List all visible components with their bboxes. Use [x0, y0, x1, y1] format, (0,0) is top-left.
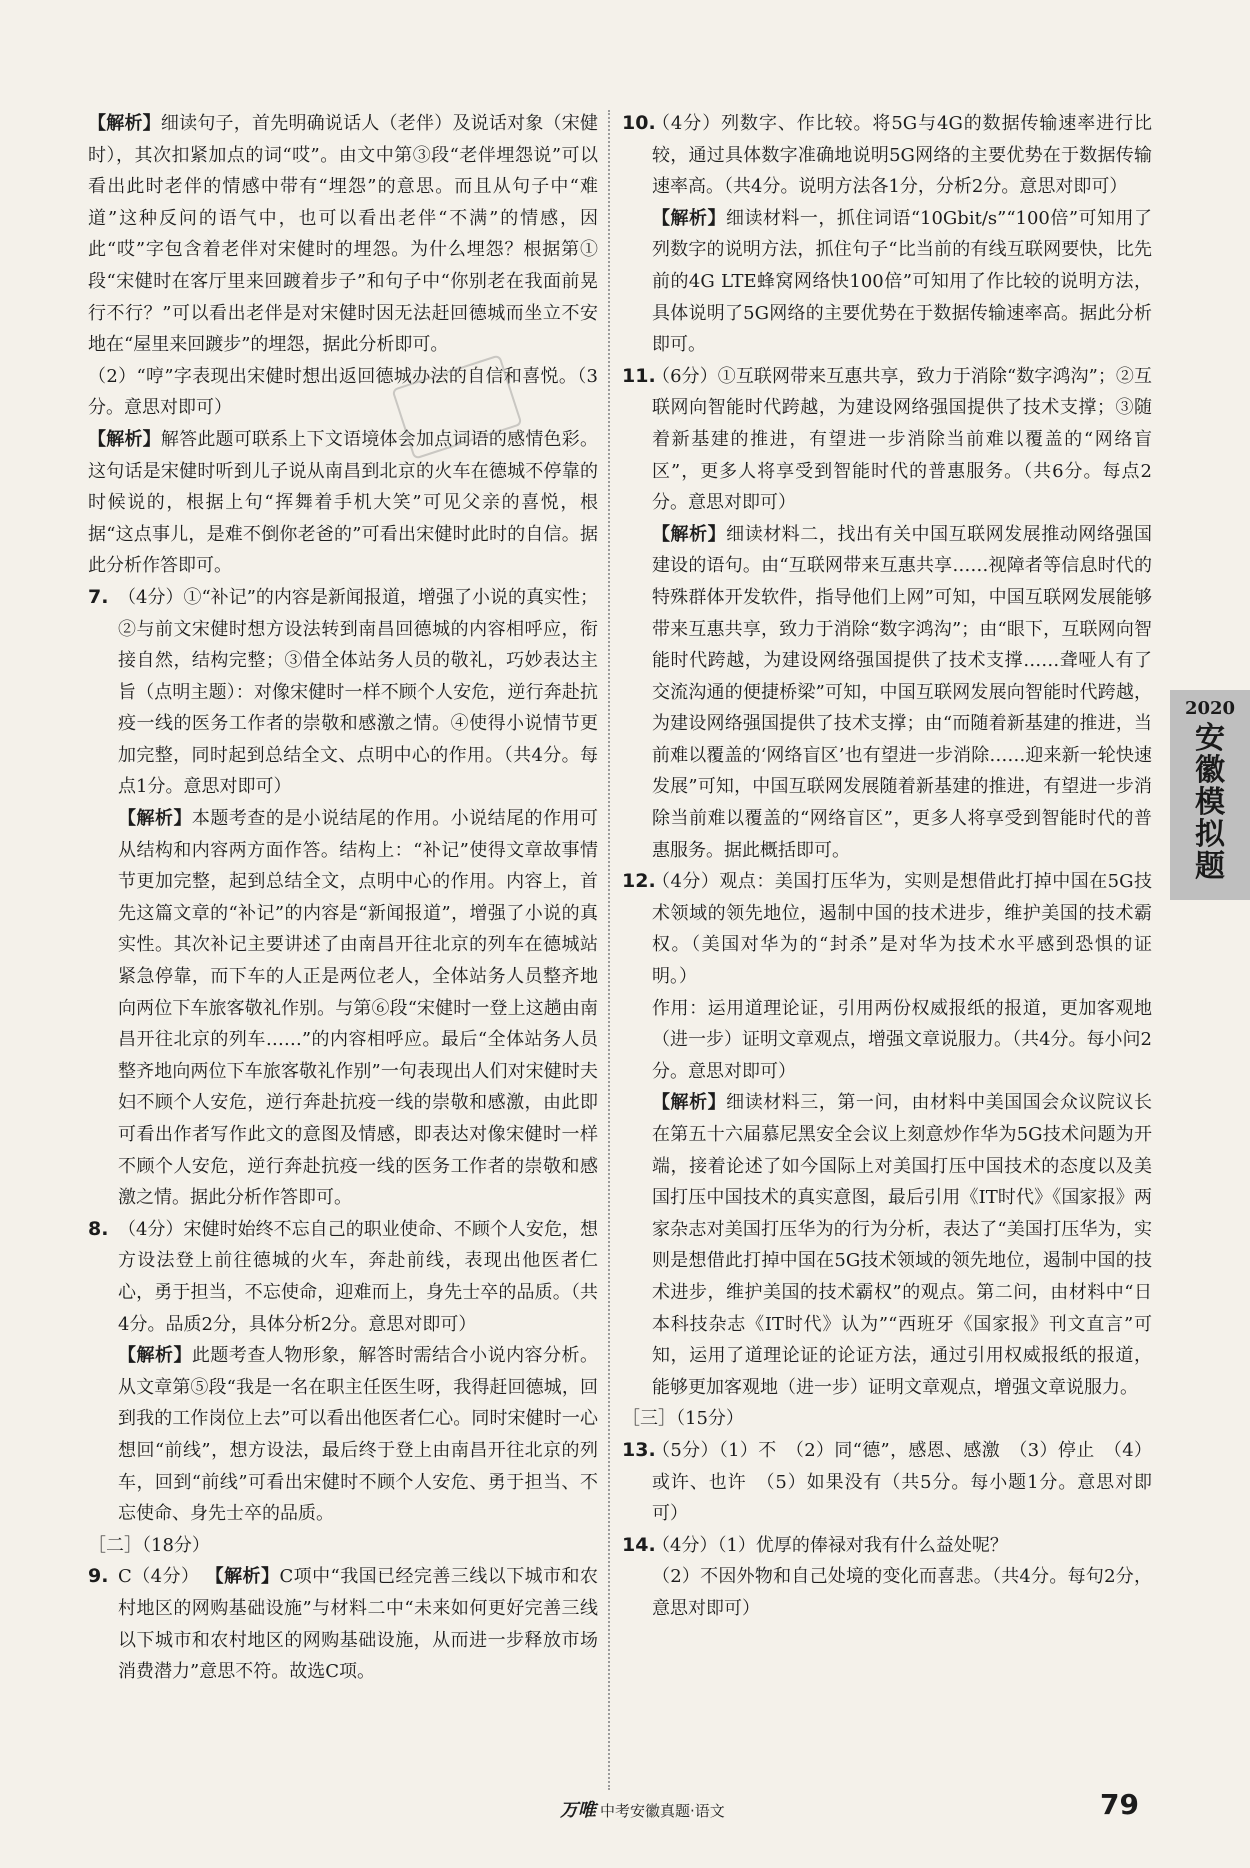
- answer-text: C（4分）: [118, 1566, 200, 1588]
- analysis-text: 细读材料二，找出有关中国互联网发展推动网络强国建设的语句。由“互联网带来互惠共享……视障者等信息时代的特殊群体开发软件，指导他们上网”可知，中国互联网发展能够带来互惠共享，致力于消除“数字鸿沟”；由“眼下，互联网向智能时代跨越，为建设网络强国提供了技术支撑……聋哑人有了交流沟通的便捷桥梁”可知，中国互联网发展向智能时代跨越，为建设网络强国提供了技术支撑；由“而随着新基建的推进，当前难以覆盖的‘网络盲区’也有望进一步消除……迎来新一轮快速发展”可知，中国互联网发展随着新基建的推进，有望进一步消除当前难以覆盖的“网络盲区”，更多人将享受到智能时代的普惠服务。据此概括即可。: [652, 523, 1152, 861]
- column-divider: [608, 110, 610, 1790]
- analysis-text: C项中“我国已经完善三线以下城市和农村地区的网购基础设施”与材料二中“未来如何更好完善三线以下城市和农村地区的网购基础设施，从而进一步释放市场消费潜力”意思不符。故选C项。: [118, 1566, 598, 1683]
- analysis-text: 解答此题可联系上下文语境体会加点词语的感情色彩。这句话是宋健时听到儿子说从南昌到北京的火车在德城不停靠的时候说的，根据上句“挥舞着手机大笑”可见父亲的喜悦，根据“这点事儿，是难不倒你老爸的”可看出宋健时此时的自信。据此分析作答即可。: [88, 428, 598, 577]
- analysis-text: 细读材料一，抓住词语“10Gbit/s”“100倍”可知用了列数字的说明方法，抓住句子“比当前的有线互联网要快，比先前的4G LTE蜂窝网络快100倍”可知用了作比较的说明方法，具体说明了5G网络的主要优势在于数据传输速率高。据此分析即可。: [652, 207, 1153, 356]
- analysis-tag: 【解析】: [118, 1345, 192, 1367]
- analysis-tag: 【解析】: [88, 113, 161, 134]
- question-9: [88, 1561, 598, 1687]
- q6-analysis-2: [88, 424, 598, 582]
- analysis-tag: 【解析】: [652, 1092, 727, 1114]
- question-12: [622, 866, 1152, 1403]
- analysis-tag: 【解析】: [652, 207, 726, 229]
- question-7: [88, 582, 598, 1214]
- analysis-tag: 【解析】: [205, 1566, 280, 1588]
- analysis-text: 此题考查人物形象，解答时需结合小说内容分析。从文章第⑤段“我是一名在职主任医生呀，我得赶回德城，回到我的工作岗位上去”可以看出他医者仁心。同时宋健时一心想回“前线”，想方设法，最后终于登上由南昌开往北京的列车，回到“前线”可看出宋健时不顾个人安危、勇于担当、不忘使命、身先士卒的品质。: [118, 1345, 598, 1525]
- analysis-tag: 【解析】: [118, 808, 192, 830]
- question-13: [622, 1435, 1152, 1530]
- book-title: 中考安徽真题·语文: [600, 1802, 725, 1820]
- answer-text: （6分）①互联网带来互惠共享，致力于消除“数字鸿沟”；②互联网向智能时代跨越，为建设网络强国提供了技术支撑；③随着新基建的推进，有望进一步消除当前难以覆盖的“网络盲区”，更多人将享受到智能时代的普惠服务。（共6分。每点2分。意思对即可）: [652, 365, 1152, 514]
- right-column: [622, 108, 1152, 1625]
- analysis-text: 细读句子，首先明确说话人（老伴）及说话对象（宋健时），其次扣紧加点的词“哎”。由文中第③段“老伴埋怨说”可以看出此时老伴的情感中带有“埋怨”的意思。而且从句子中“难道”这种反问的语气中，也可以看出老伴“不满”的情感，因此“哎”字包含着老伴对宋健时的埋怨。为什么埋怨？根据第①段“宋健时在客厅里来回踱着步子”和句子中“你别老在我面前晃行不行？”可以看出老伴是对宋健时因无法赶回德城而坐立不安地在“屋里来回踱步”的埋怨，据此分析即可。: [88, 113, 598, 356]
- question-number: 8.: [88, 1217, 109, 1240]
- section-3-heading: ［三］（15分）: [622, 1408, 744, 1430]
- side-tab-label: 安徽模拟题: [1195, 721, 1225, 884]
- page-footer: [0, 1788, 1250, 1828]
- side-tab-year: 2020: [1184, 698, 1236, 719]
- q6-analysis-1: [88, 108, 598, 361]
- analysis-tag: 【解析】: [88, 428, 161, 450]
- question-number: 13.: [622, 1438, 656, 1461]
- question-number: 12.: [622, 870, 656, 893]
- section-2-heading: ［二］（18分）: [88, 1534, 210, 1556]
- answer-text: （4分）宋健时始终不忘自己的职业使命、不顾个人安危，想方设法登上前往德城的火车，奔赴前线，表现出他医者仁心，勇于担当，不忘使命，迎难而上，身先士卒的品质。（共4分。品质2分，具体分析2分。意思对即可）: [118, 1218, 598, 1335]
- analysis-tag: 【解析】: [652, 523, 727, 545]
- question-11: [622, 361, 1152, 867]
- side-tab: [1170, 690, 1250, 900]
- question-number: 14.: [622, 1533, 656, 1556]
- page-number: 79: [1100, 1788, 1139, 1821]
- question-number: 9.: [88, 1565, 109, 1588]
- question-number: 7.: [88, 585, 109, 608]
- answer-text: （5分）（1）不 （2）同“德”，感恩、感激 （3）停止 （4）或许、也许 （5）如果没有（共5分。每小题1分。意思对即可）: [652, 1439, 1152, 1525]
- question-number: 10.: [622, 112, 656, 134]
- answer-text: （4分）列数字、作比较。将5G与4G的数据传输速率进行比较，通过具体数字准确地说明5G网络的主要优势在于数据传输速率高。（共4分。说明方法各1分，分析2分。意思对即可）: [652, 113, 1152, 198]
- answer-text-2: （2）不因外物和自己处境的变化而喜悲。（共4分。每句2分，意思对即可）: [652, 1566, 1152, 1619]
- answer-text: （4分）（1）优厚的俸禄对我有什么益处呢？: [652, 1534, 1008, 1556]
- brand-logo: 万唯: [560, 1800, 596, 1821]
- analysis-text: 细读材料三，第一问，由材料中美国国会众议院议长在第五十六届慕尼黑安全会议上刻意炒作华为5G技术问题为开端，接着论述了如今国际上对美国打压中国技术的态度以及美国打压中国技术的真实意图，最后引用《IT时代》《国家报》两家杂志对美国打压华为的行为分析，表达了“美国打压华为，实则是想借此打掉中国在5G技术领域的领先地位，遏制中国的技术进步，维护美国的技术霸权”的观点。第二问，由材料中“日本科技杂志《IT时代》认为”“西班牙《国家报》刊文直言”可知，运用了道理论证的论证方法，通过引用权威报纸的报道，能够更加客观地（进一步）证明文章观点，增强文章说服力。: [652, 1092, 1152, 1398]
- answer-text: （4分）观点：美国打压华为，实则是想借此打掉中国在5G技术领域的领先地位，遏制中国的技术进步，维护美国的技术霸权。（美国对华为的“封杀”是对华为技术水平感到恐惧的证明。）: [652, 871, 1152, 988]
- analysis-text: 本题考查的是小说结尾的作用。小说结尾的作用可从结构和内容两方面作答。结构上：“补记”使得文章故事情节更加完整，起到总结全文，点明中心的作用。内容上，首先这篇文章的“补记”的内容是“新闻报道”，增强了小说的真实性。其次补记主要讲述了由南昌开往北京的列车在德城站紧急停靠，而下车的人正是两位老人，全体站务人员整齐地向两位下车旅客敬礼作别。与第⑥段“宋健时一登上这趟由南昌开往北京的列车……”的内容相呼应。最后“全体站务人员整齐地向两位下车旅客敬礼作别”一句表现出人们对宋健时夫妇不顾个人安危，逆行奔赴抗疫一线的崇敬和感激，由此即可看出作者写作此文的意图及情感，即表达对像宋健时一样不顾个人安危，逆行奔赴抗疫一线的医务工作者的崇敬和感激之情。据此分析作答即可。: [118, 808, 598, 1209]
- answer-effect-text: 作用：运用道理论证，引用两份权威报纸的报道，更加客观地（进一步）证明文章观点，增强文章说服力。（共4分。每小问2分。意思对即可）: [652, 997, 1152, 1082]
- question-8: [88, 1214, 598, 1530]
- footer-title: [560, 1796, 725, 1822]
- left-column: [88, 108, 598, 1688]
- question-10: [622, 108, 1152, 361]
- answer-text: （4分）①“补记”的内容是新闻报道，增强了小说的真实性；②与前文宋健时想方设法转到南昌回德城的内容相呼应，衔接自然，结构完整；③借全体站务人员的敬礼，巧妙表达主旨（点明主题）：对像宋健时一样不顾个人安危，逆行奔赴抗疫一线的医务工作者的崇敬和感激之情。④使得小说情节更加完整，同时起到总结全文、点明中心的作用。（共4分。每点1分。意思对即可）: [118, 586, 598, 798]
- question-14: [622, 1530, 1152, 1625]
- q6-answer-2: （2）“哼”字表现出宋健时想出返回德城办法的自信和喜悦。（3分。意思对即可）: [88, 365, 598, 419]
- question-number: 11.: [622, 364, 656, 387]
